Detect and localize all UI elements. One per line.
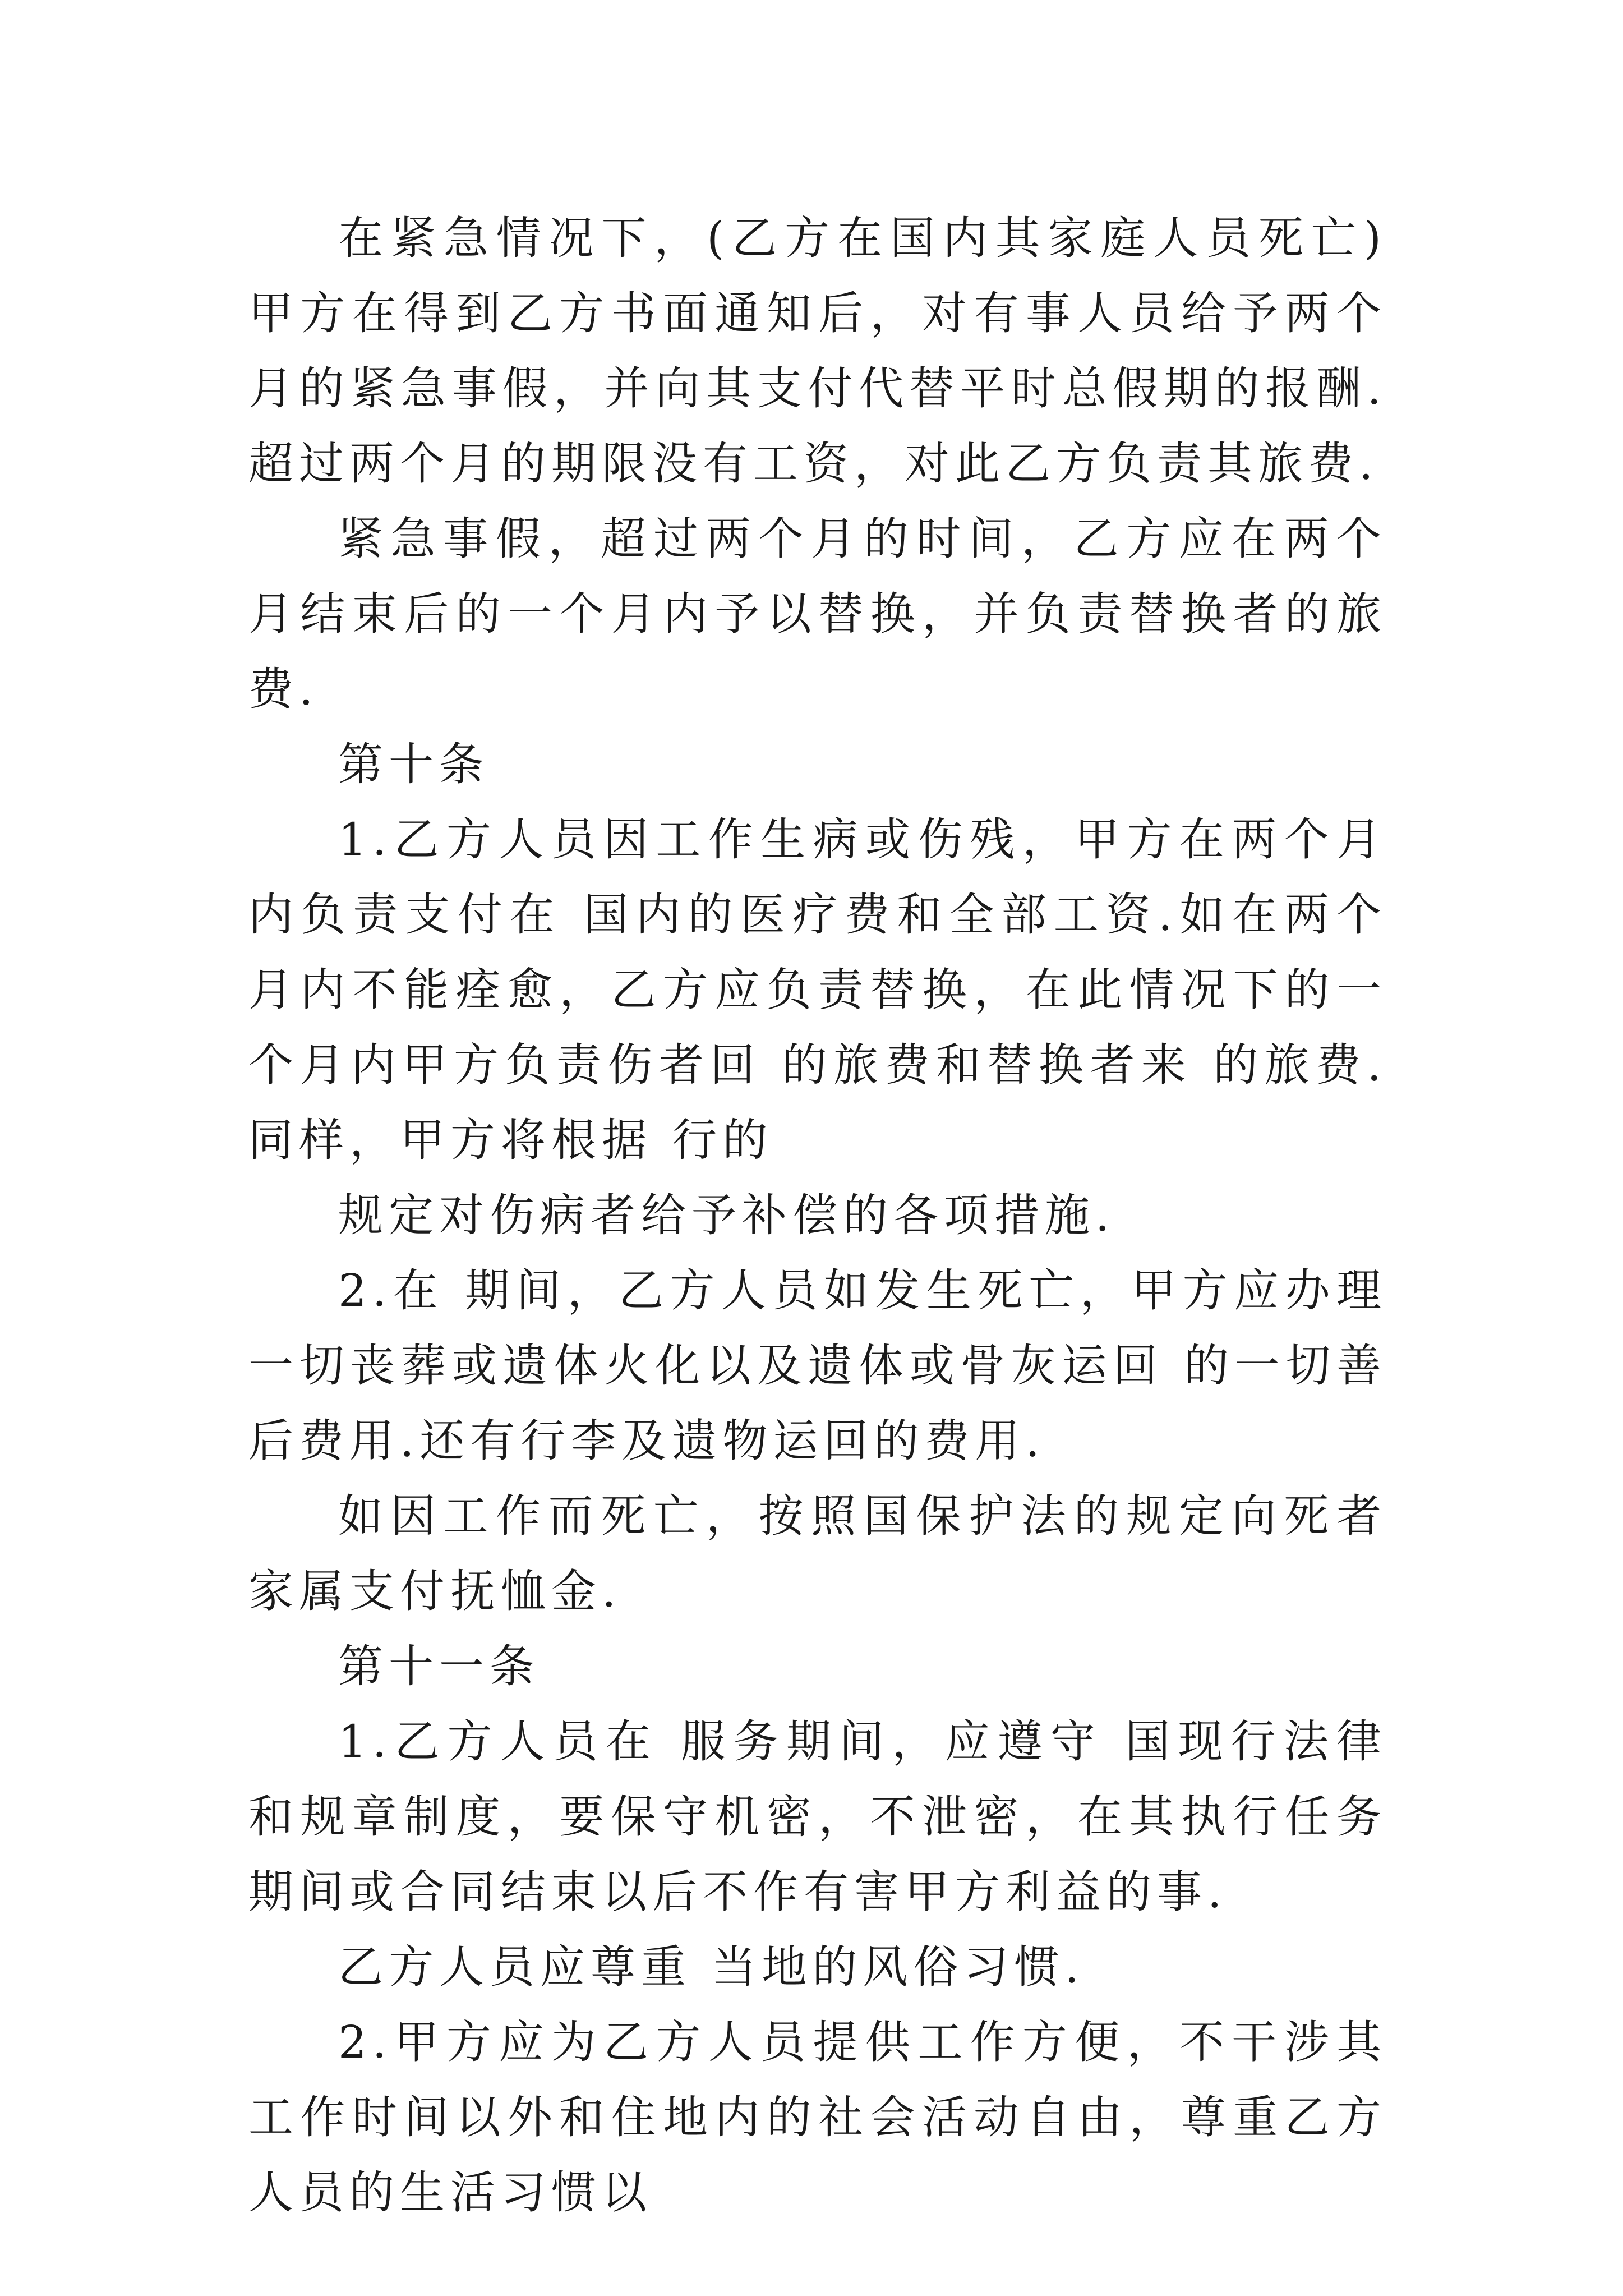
article-11-clause-2: 2.甲方应为乙方人员提供工作方便，不干涉其工作时间以外和住地内的社会活动自由，尊重乙方人员的生活习惯以 — [248, 2016, 1387, 2219]
article-11-heading: 第十一条 — [338, 1640, 540, 1692]
document-body — [248, 201, 1387, 2230]
paragraph-emergency-leave: 在紧急情况下，(乙方在国内其家庭人员死亡)甲方在得到乙方书面通知后，对有事人员给予两个月的紧急事假，并向其支付代替平时总假期的报酬.超过两个月的期限没有工资，对此乙方负责其旅费. — [248, 212, 1387, 490]
article-10-clause-2: 2.在 期间，乙方人员如发生死亡，甲方应办理一切丧葬或遗体火化以及遗体或骨灰运回 的一切善后费用.还有行李及遗物运回的费用. — [248, 1264, 1387, 1467]
article-10-clause-1-continuation: 规定对伤病者给予补偿的各项措施. — [338, 1189, 1115, 1241]
article-11-clause-1: 1.乙方人员在 服务期间，应遵守 国现行法律和规章制度，要保守机密，不泄密，在其执行任务期间或合同结束以后不作有害甲方利益的事. — [248, 1715, 1387, 1918]
article-10-clause-1: 1.乙方人员因工作生病或伤残，甲方在两个月内负责支付在 国内的医疗费和全部工资.如在两个月内不能痊愈，乙方应负责替换，在此情况下的一个月内甲方负责伤者回 的旅费和替换者来 的旅费.同样，甲方将根据 行的 — [248, 813, 1387, 1166]
paragraph-emergency-leave-extension: 紧急事假，超过两个月的时间，乙方应在两个月结束后的一个月内予以替换，并负责替换者的旅费. — [248, 513, 1387, 715]
article-10-pension-paragraph: 如因工作而死亡，按照国保护法的规定向死者家属支付抚恤金. — [248, 1490, 1387, 1617]
article-11-customs-paragraph: 乙方人员应尊重 当地的风俗习惯. — [338, 1941, 1085, 1993]
article-10-heading: 第十条 — [338, 738, 490, 790]
